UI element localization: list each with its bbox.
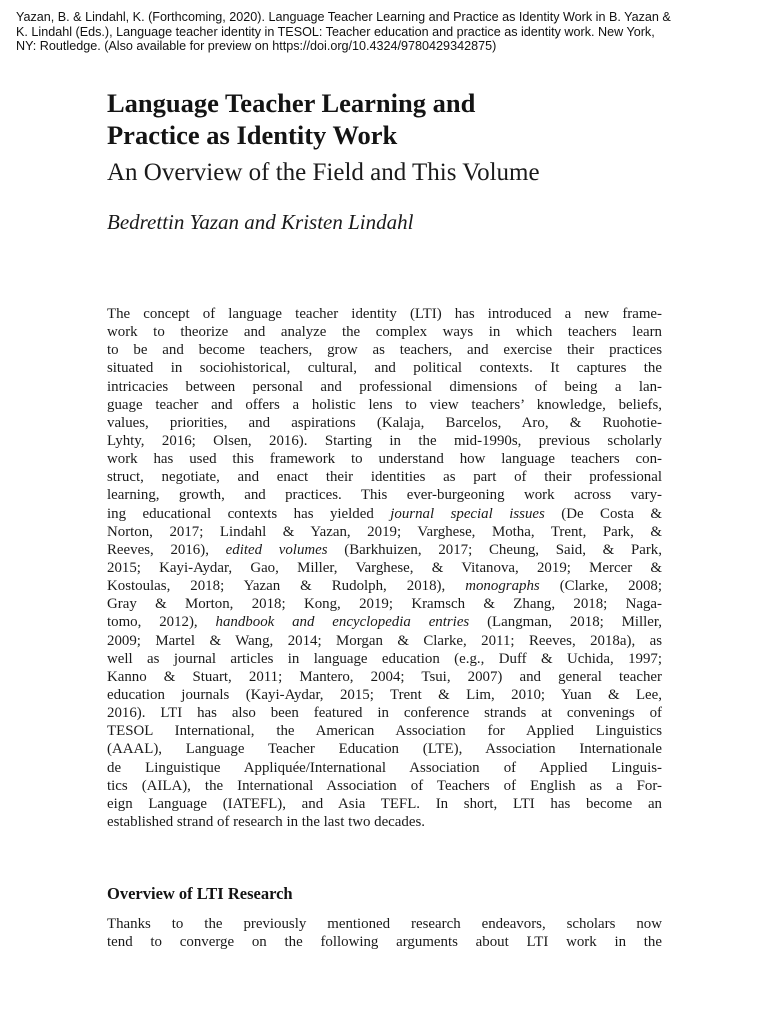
text-run: tomo, 2012), <box>107 614 216 631</box>
text-line: The concept of language teacher identity (LTI) has introduced a new frame- <box>107 306 662 322</box>
text-run: ing educational contexts has yielded <box>107 505 391 522</box>
text-line: de Linguistique Appliquée/International Association of Applied Linguis- <box>107 759 662 776</box>
emphasis-monographs: monographs <box>465 578 540 595</box>
text-run: (Clarke, 2008; <box>539 578 662 595</box>
text-line: guage teacher and offers a holistic lens to view teachers’ knowledge, beliefs, <box>107 396 662 413</box>
text-run: (Barkhuizen, 2017; Cheung, Said, & Park, <box>327 541 662 558</box>
text-line: established strand of research in the last two decades. <box>107 813 425 830</box>
text-line <box>107 613 662 631</box>
text-line: eign Language (IATEFL), and Asia TEFL. In short, LTI has become an <box>107 795 662 812</box>
text-run: (Langman, 2018; Miller, <box>469 614 662 631</box>
text-line: tend to converge on the following arguments about LTI work in the <box>107 934 662 951</box>
text-line: struct, negotiate, and enact their identities as part of their professional <box>107 469 662 486</box>
text-line: 2016). LTI has also been featured in conference strands at convenings of <box>107 705 662 722</box>
text-line: Gray & Morton, 2018; Kong, 2019; Kramsch & Zhang, 2018; Naga- <box>107 596 662 613</box>
chapter-authors: Bedrettin Yazan and Kristen Lindahl <box>107 210 414 234</box>
text-line <box>107 541 662 559</box>
text-line <box>107 577 662 595</box>
text-line: Lyhty, 2016; Olsen, 2016). Starting in the mid-1990s, previous scholarly <box>107 432 662 449</box>
chapter-title-line: Language Teacher Learning and <box>107 88 476 118</box>
text-line: learning, growth, and practices. This ever-burgeoning work across vary- <box>107 487 662 504</box>
text-run: Reeves, 2016), <box>107 541 226 558</box>
text-line: Kanno & Stuart, 2011; Mantero, 2004; Tsui, 2007) and general teacher <box>107 668 662 685</box>
overview-paragraph <box>107 915 662 951</box>
text-line: values, priorities, and aspirations (Kalaja, Barcelos, Aro, & Ruohotie- <box>107 414 662 431</box>
text-line: 2009; Martel & Wang, 2014; Morgan & Clarke, 2011; Reeves, 2018a), as <box>107 632 662 649</box>
text-line: TESOL International, the American Association for Applied Linguistics <box>107 723 662 740</box>
emphasis-handbook-entries: handbook and encyclopedia entries <box>215 614 470 631</box>
section-heading: Overview of LTI Research <box>107 884 293 903</box>
text-line: tics (AILA), the International Association of Teachers of English as a For- <box>107 777 662 794</box>
text-line: intricacies between personal and professional dimensions of being a lan- <box>107 378 662 395</box>
chapter-subtitle: An Overview of the Field and This Volume <box>107 159 540 186</box>
citation-line: K. Lindahl (Eds.), Language teacher identity in TESOL: Teacher education and practice as identity work. New York, <box>16 24 655 39</box>
text-line: work has used this framework to understand how language teachers con- <box>107 451 662 468</box>
emphasis-journal-special-issues: journal special issues <box>390 505 545 522</box>
chapter-title <box>107 88 475 151</box>
text-line: Norton, 2017; Lindahl & Yazan, 2019; Varghese, Motha, Trent, Park, & <box>107 523 662 540</box>
text-line: situated in sociohistorical, cultural, and political contexts. It captures the <box>107 360 662 377</box>
text-line: 2015; Kayi-Aydar, Gao, Miller, Varghese, & Vitanova, 2019; Mercer & <box>107 559 662 576</box>
text-run: Kostoulas, 2018; Yazan & Rudolph, 2018), <box>107 578 466 595</box>
citation-header <box>16 10 762 54</box>
text-line: work to theorize and analyze the complex ways in which teachers learn <box>107 324 662 341</box>
text-run: (De Costa & <box>544 505 662 522</box>
citation-line: Yazan, B. & Lindahl, K. (Forthcoming, 2020). Language Teacher Learning and Practice as Identity Work in B. Yazan & <box>16 10 671 24</box>
text-line <box>107 505 662 523</box>
intro-paragraph <box>107 305 662 831</box>
chapter-title-line: Practice as Identity Work <box>107 119 398 150</box>
text-line: to be and become teachers, grow as teachers, and exercise their practices <box>107 342 662 359</box>
text-line: (AAAL), Language Teacher Education (LTE), Association Internationale <box>107 741 662 758</box>
text-line: well as journal articles in language education (e.g., Duff & Uchida, 1997; <box>107 650 662 667</box>
text-line: education journals (Kayi-Aydar, 2015; Trent & Lim, 2010; Yuan & Lee, <box>107 686 662 703</box>
emphasis-edited-volumes: edited volumes <box>225 541 328 558</box>
citation-line: NY: Routledge. (Also available for preview on https://doi.org/10.4324/9780429342875) <box>16 39 497 54</box>
text-line: Thanks to the previously mentioned research endeavors, scholars now <box>107 916 662 932</box>
